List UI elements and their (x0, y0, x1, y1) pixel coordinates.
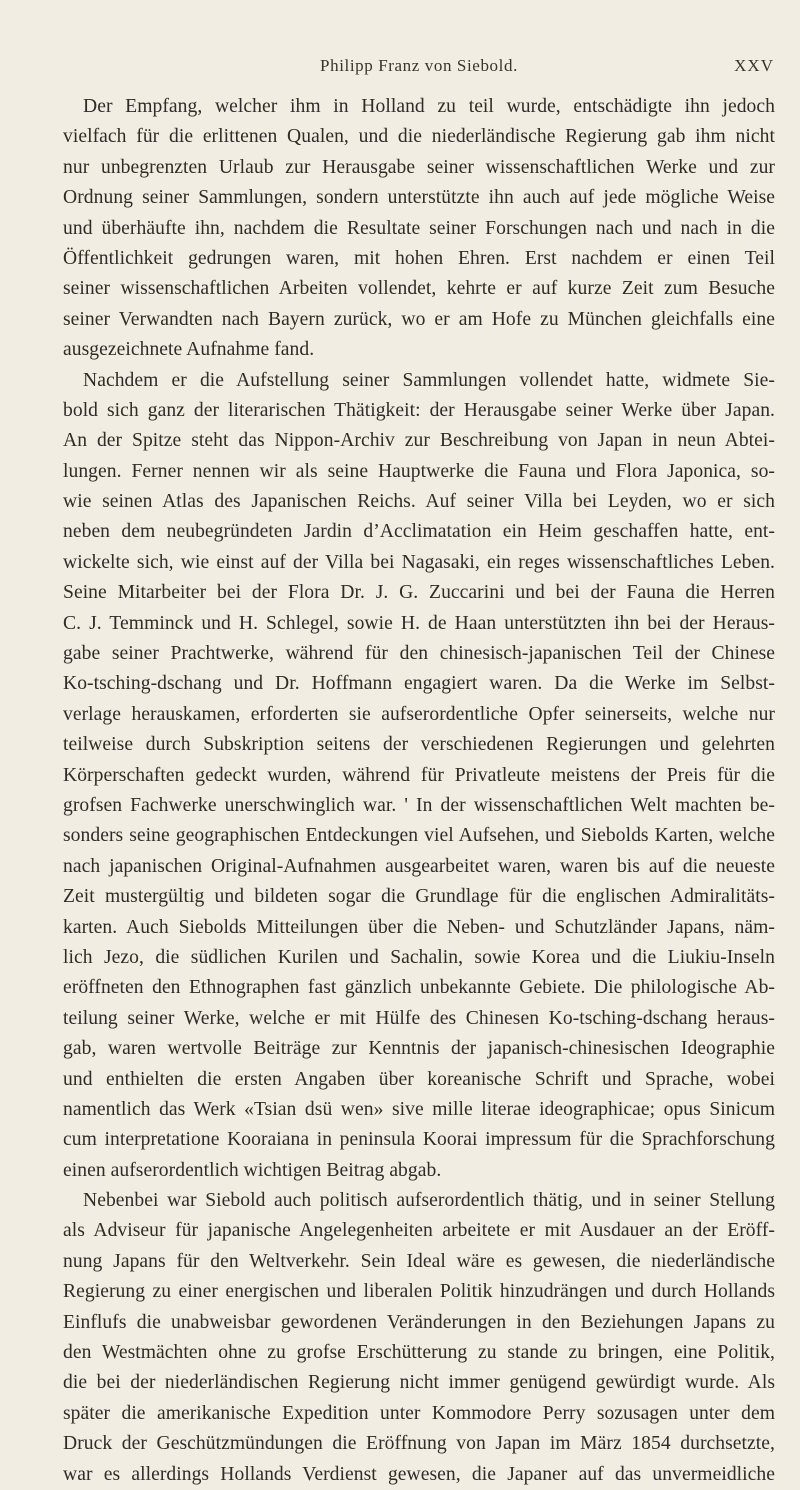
text-line: einen aufserordentlich wichtigen Beitrag abgab. (63, 1159, 442, 1181)
text-line: Seine Mitarbeiter bei der Flora Dr. J. G. Zuccarini und bei der Fauna die Herren (63, 582, 775, 604)
text-line: eröffneten den Ethnographen fast gänzlich unbekannte Gebiete. Die philologische Ab- (63, 977, 775, 999)
text-line: und enthielten die ersten Angaben über koreanische Schrift und Sprache, wobei (63, 1068, 775, 1090)
page-number: XXV (734, 56, 774, 75)
text-line: seiner Verwandten nach Bayern zurück, wo er am Hofe zu München gleichfalls eine (63, 308, 775, 330)
text-line: wickelte sich, wie einst auf der Villa bei Nagasaki, ein reges wissenschaftliches Leben. (63, 551, 775, 573)
text-line: den Westmächten ohne zu grofse Erschütterung zu stande zu bringen, eine Politik, (63, 1342, 775, 1364)
text-line: bold sich ganz der literarischen Thätigkeit: der Herausgabe seiner Werke über Japan. (63, 399, 775, 421)
text-line: gabe seiner Prachtwerke, während für den chinesisch-japanischen Teil der Chinese (63, 643, 775, 665)
text-line: Regierung zu einer energischen und liberalen Politik hinzudrängen und durch Hollands (63, 1281, 775, 1303)
text-line: teilweise durch Subskription seitens der verschiedenen Regierungen und gelehrten (63, 734, 775, 756)
text-line: verlage herauskamen, erforderten sie aufserordentliche Opfer seinerseits, welche nur (63, 703, 775, 725)
text-line: Nebenbei war Siebold auch politisch aufserordentlich thätig, und in seiner Stellung (83, 1190, 775, 1212)
text-line: Zeit mustergültig und bildeten sogar die Grundlage für die englischen Admiralitäts- (63, 886, 775, 908)
text-line: Der Empfang, welcher ihm in Holland zu teil wurde, entschädigte ihn jedoch (83, 96, 775, 117)
running-head (64, 56, 774, 82)
text-line: nur unbegrenzten Urlaub zur Herausgabe seiner wissenschaftlichen Werke und zur (63, 156, 775, 178)
body-text (63, 92, 775, 1490)
text-line: An der Spitze steht das Nippon-Archiv zur Beschreibung von Japan in neun Abtei- (63, 430, 775, 452)
text-line: vielfach für die erlittenen Qualen, und die niederländische Regierung gab ihm nicht (63, 126, 775, 148)
text-line: als Adviseur für japanische Angelegenheiten arbeitete er mit Ausdauer an der Eröff- (63, 1220, 775, 1242)
text-line: namentlich das Werk «Tsian dsü wen» sive mille literae ideographicae; opus Sinicum (63, 1098, 775, 1120)
text-line: lich Jezo, die südlichen Kurilen und Sachalin, sowie Korea und die Liukiu-Inseln (63, 946, 775, 968)
text-line: Einflufs die unabweisbar gewordenen Veränderungen in den Beziehungen Japans zu (63, 1311, 775, 1333)
running-head-title: Philipp Franz von Siebold. (320, 56, 518, 75)
text-line: cum interpretatione Kooraiana in peninsula Koorai impressum für die Sprachforschung (63, 1129, 775, 1151)
text-line: Ordnung seiner Sammlungen, sondern unterstützte ihn auch auf jede mögliche Weise (63, 187, 775, 209)
text-line: nung Japans für den Weltverkehr. Sein Ideal wäre es gewesen, die niederländische (63, 1250, 775, 1272)
text-line: ausgezeichnete Aufnahme fand. (63, 339, 315, 361)
text-line: grofsen Fachwerke unerschwinglich war. ' In der wissenschaftlichen Welt machten be- (63, 794, 775, 816)
text-line: später die amerikanische Expedition unter Kommodore Perry sozusagen unter dem (63, 1402, 775, 1424)
text-line: karten. Auch Siebolds Mitteilungen über die Neben- und Schutzländer Japans, näm- (63, 916, 775, 938)
text-line: war es allerdings Hollands Verdienst gewesen, die Japaner auf das unvermeidliche (63, 1463, 775, 1485)
text-line: lungen. Ferner nennen wir als seine Hauptwerke die Fauna und Flora Japonica, so- (63, 460, 775, 482)
text-line: die bei der niederländischen Regierung nicht immer genügend gewürdigt wurde. Als (63, 1372, 775, 1394)
text-line: wie seinen Atlas des Japanischen Reichs. Auf seiner Villa bei Leyden, wo er sich (63, 491, 775, 513)
text-line: C. J. Temminck und H. Schlegel, sowie H. de Haan unterstützten ihn bei der Heraus- (63, 612, 775, 634)
text-line: Körperschaften gedeckt wurden, während für Privatleute meistens der Preis für die (63, 764, 775, 786)
text-line: Druck der Geschützmündungen die Eröffnung von Japan im März 1854 durchsetzte, (63, 1433, 775, 1455)
text-line: nach japanischen Original-Aufnahmen ausgearbeitet waren, waren bis auf die neueste (63, 855, 775, 877)
text-line: teilung seiner Werke, welche er mit Hülfe des Chinesen Ko-tsching-dschang heraus- (63, 1007, 775, 1029)
text-line: neben dem neubegründeten Jardin d’Acclimatation ein Heim geschaffen hatte, ent- (63, 521, 775, 543)
text-line: Öffentlichkeit gedrungen waren, mit hohen Ehren. Erst nachdem er einen Teil (63, 247, 775, 269)
text-line: Nachdem er die Aufstellung seiner Sammlungen vollendet hatte, widmete Sie- (83, 369, 775, 391)
text-line: seiner wissenschaftlichen Arbeiten vollendet, kehrte er auf kurze Zeit zum Besuche (63, 278, 775, 300)
text-line: gab, waren wertvolle Beiträge zur Kenntnis der japanisch-chinesischen Ideographie (63, 1038, 775, 1060)
text-line: sonders seine geographischen Entdeckungen viel Aufsehen, und Siebolds Karten, welche (63, 825, 775, 847)
text-line: Ko-tsching-dschang und Dr. Hoffmann engagiert waren. Da die Werke im Selbst- (63, 673, 775, 695)
text-line: und überhäufte ihn, nachdem die Resultate seiner Forschungen nach und nach in die (63, 217, 775, 239)
